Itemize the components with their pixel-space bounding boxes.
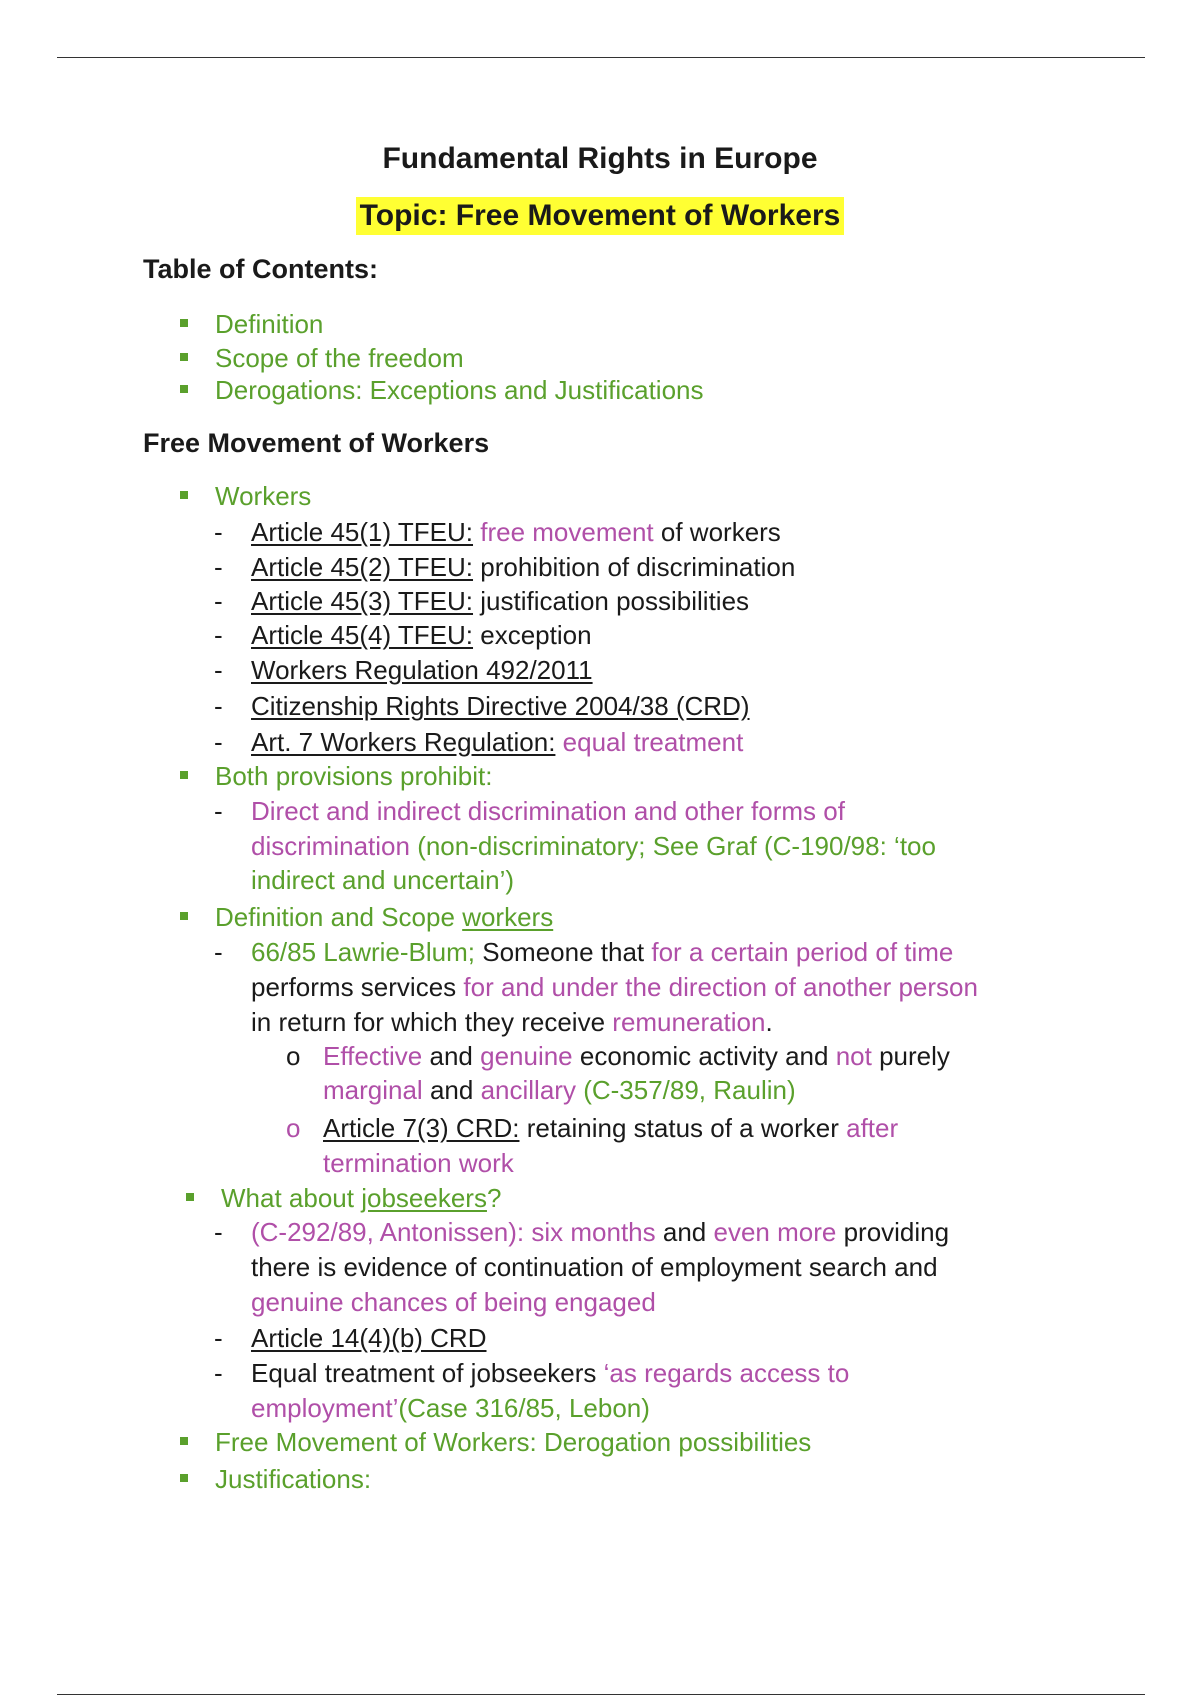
dash-bullet-icon: - — [214, 1217, 223, 1247]
marginal-text: marginal — [323, 1075, 423, 1105]
graf-ref: (non-discriminatory; See Graf (C-190/98: ‘too — [417, 831, 936, 861]
both-provisions-label: Both provisions prohibit: — [215, 761, 493, 791]
antonissen-line-2: there is evidence of continuation of employment search and — [251, 1252, 938, 1282]
derogation-possibilities-label: Free Movement of Workers: Derogation possibilities — [215, 1427, 812, 1457]
toc-item-scope[interactable]: Scope of the freedom — [215, 343, 464, 373]
antonissen-ref: (C-292/89, Antonissen): six months — [251, 1217, 656, 1247]
art-7-line — [251, 726, 743, 758]
square-bullet-icon — [180, 1437, 188, 1445]
dash-bullet-icon: - — [214, 1323, 223, 1353]
both-line-1: Direct and indirect discrimination and other forms of — [251, 796, 845, 826]
lawrie-blum-line-1 — [251, 936, 953, 968]
both-line-2 — [251, 830, 936, 862]
square-bullet-icon — [180, 912, 188, 920]
access-to-text: ‘as regards access to — [603, 1358, 850, 1388]
equal-treatment-text: equal treatment — [562, 727, 744, 757]
article-45-4-text: exception — [480, 620, 592, 650]
lawrie-blum-line-3 — [251, 1006, 773, 1038]
retaining-status-text: retaining status of a worker — [526, 1113, 839, 1143]
toc-item-derogations[interactable]: Derogations: Exceptions and Justifications — [215, 375, 704, 405]
and-text: and — [662, 1217, 707, 1247]
direction-text: for and under the direction of another person — [463, 972, 978, 1002]
dash-bullet-icon: - — [214, 552, 223, 582]
and-text: and — [429, 1075, 474, 1105]
someone-that-text: Someone that — [482, 937, 645, 967]
circle-bullet-icon: o — [286, 1041, 301, 1071]
not-text: not — [835, 1041, 872, 1071]
square-bullet-icon — [186, 1193, 194, 1201]
crd-ref: Citizenship Rights Directive 2004/38 (CRD) — [251, 691, 750, 721]
workers-regulation-ref: Workers Regulation 492/2011 — [251, 655, 593, 685]
article-45-1-line — [251, 516, 781, 548]
page-title: Fundamental Rights in Europe — [382, 142, 818, 175]
termination-work-text: termination work — [323, 1148, 514, 1178]
square-bullet-icon — [180, 771, 188, 779]
lawrie-blum-line-2 — [251, 971, 978, 1003]
definition-scope-label — [215, 901, 553, 933]
justifications-label: Justifications: — [215, 1464, 372, 1494]
circle-bullet-icon: o — [286, 1113, 301, 1143]
dash-bullet-icon: - — [214, 727, 223, 757]
square-bullet-icon — [180, 319, 188, 327]
even-more-text: even more — [713, 1217, 837, 1247]
equal-treatment-jobseekers-text: Equal treatment of jobseekers — [251, 1358, 597, 1388]
period-of-time-text: for a certain period of time — [651, 937, 954, 967]
dash-bullet-icon: - — [214, 517, 223, 547]
topic-container — [0, 197, 1200, 235]
jobseekers-label — [221, 1182, 501, 1214]
free-movement-text: free movement — [480, 517, 654, 547]
square-bullet-icon — [180, 1474, 188, 1482]
raulin-ref: (C-357/89, Raulin) — [583, 1075, 796, 1105]
effective-genuine-line-1 — [323, 1040, 950, 1072]
lawrie-blum-ref: 66/85 Lawrie-Blum; — [251, 937, 475, 967]
dash-bullet-icon: - — [214, 1358, 223, 1388]
article-7-3-line — [323, 1112, 898, 1144]
article-45-3-ref: Article 45(3) TFEU: — [251, 586, 474, 616]
in-return-text: in return for which they receive — [251, 1007, 606, 1037]
lebon-ref: (Case 316/85, Lebon) — [398, 1393, 650, 1423]
dash-bullet-icon: - — [214, 620, 223, 650]
what-about-text: What about — [221, 1183, 354, 1213]
square-bullet-icon — [180, 385, 188, 393]
dash-bullet-icon: - — [214, 655, 223, 685]
toc-item-definition[interactable]: Definition — [215, 309, 324, 339]
remuneration-text: remuneration — [612, 1007, 766, 1037]
effective-text: Effective — [323, 1041, 423, 1071]
workers-label: Workers — [215, 481, 312, 511]
article-7-3-ref: Article 7(3) CRD: — [323, 1113, 520, 1143]
economic-activity-text: economic activity and — [579, 1041, 829, 1071]
square-bullet-icon — [180, 353, 188, 361]
period-mark: . — [765, 1007, 773, 1037]
employment-text: employment’ — [251, 1393, 399, 1423]
providing-text: providing — [843, 1217, 950, 1247]
dash-bullet-icon: - — [214, 796, 223, 826]
article-45-1-ref: Article 45(1) TFEU: — [251, 517, 474, 547]
definition-scope-text: Definition and Scope — [215, 902, 455, 932]
equal-treatment-line-1 — [251, 1357, 849, 1389]
article-45-4-line — [251, 619, 592, 651]
dash-bullet-icon: - — [214, 691, 223, 721]
effective-genuine-line-2 — [323, 1074, 796, 1106]
art-7-ref: Art. 7 Workers Regulation: — [251, 727, 556, 757]
article-45-3-line — [251, 585, 749, 617]
article-45-2-line — [251, 551, 795, 583]
dash-bullet-icon: - — [214, 937, 223, 967]
article-45-3-text: justification possibilities — [480, 586, 750, 616]
of-workers-text: of workers — [660, 517, 781, 547]
top-rule — [57, 57, 1145, 58]
antonissen-line-1 — [251, 1216, 949, 1248]
equal-treatment-line-2 — [251, 1392, 650, 1424]
section-heading: Free Movement of Workers — [143, 428, 490, 458]
both-line-3: indirect and uncertain’) — [251, 865, 515, 895]
article-45-2-ref: Article 45(2) TFEU: — [251, 552, 474, 582]
genuine-text: genuine — [480, 1041, 573, 1071]
after-text: after — [846, 1113, 899, 1143]
purely-text: purely — [879, 1041, 950, 1071]
article-45-2-text: prohibition of discrimination — [480, 552, 796, 582]
jobseekers-underlined: jobseekers — [361, 1183, 487, 1213]
performs-services-text: performs services — [251, 972, 457, 1002]
article-14-ref: Article 14(4)(b) CRD — [251, 1323, 487, 1353]
workers-underlined: workers — [462, 902, 554, 932]
antonissen-line-3: genuine chances of being engaged — [251, 1287, 656, 1317]
dash-bullet-icon: - — [214, 586, 223, 616]
square-bullet-icon — [180, 491, 188, 499]
article-45-4-ref: Article 45(4) TFEU: — [251, 620, 474, 650]
question-mark: ? — [486, 1183, 502, 1213]
ancillary-text: ancillary — [480, 1075, 576, 1105]
topic-highlight: Topic: Free Movement of Workers — [356, 197, 845, 235]
discrimination-text: discrimination — [251, 831, 410, 861]
bottom-rule — [57, 1694, 1145, 1695]
toc-heading: Table of Contents: — [143, 254, 378, 284]
and-text: and — [429, 1041, 473, 1071]
